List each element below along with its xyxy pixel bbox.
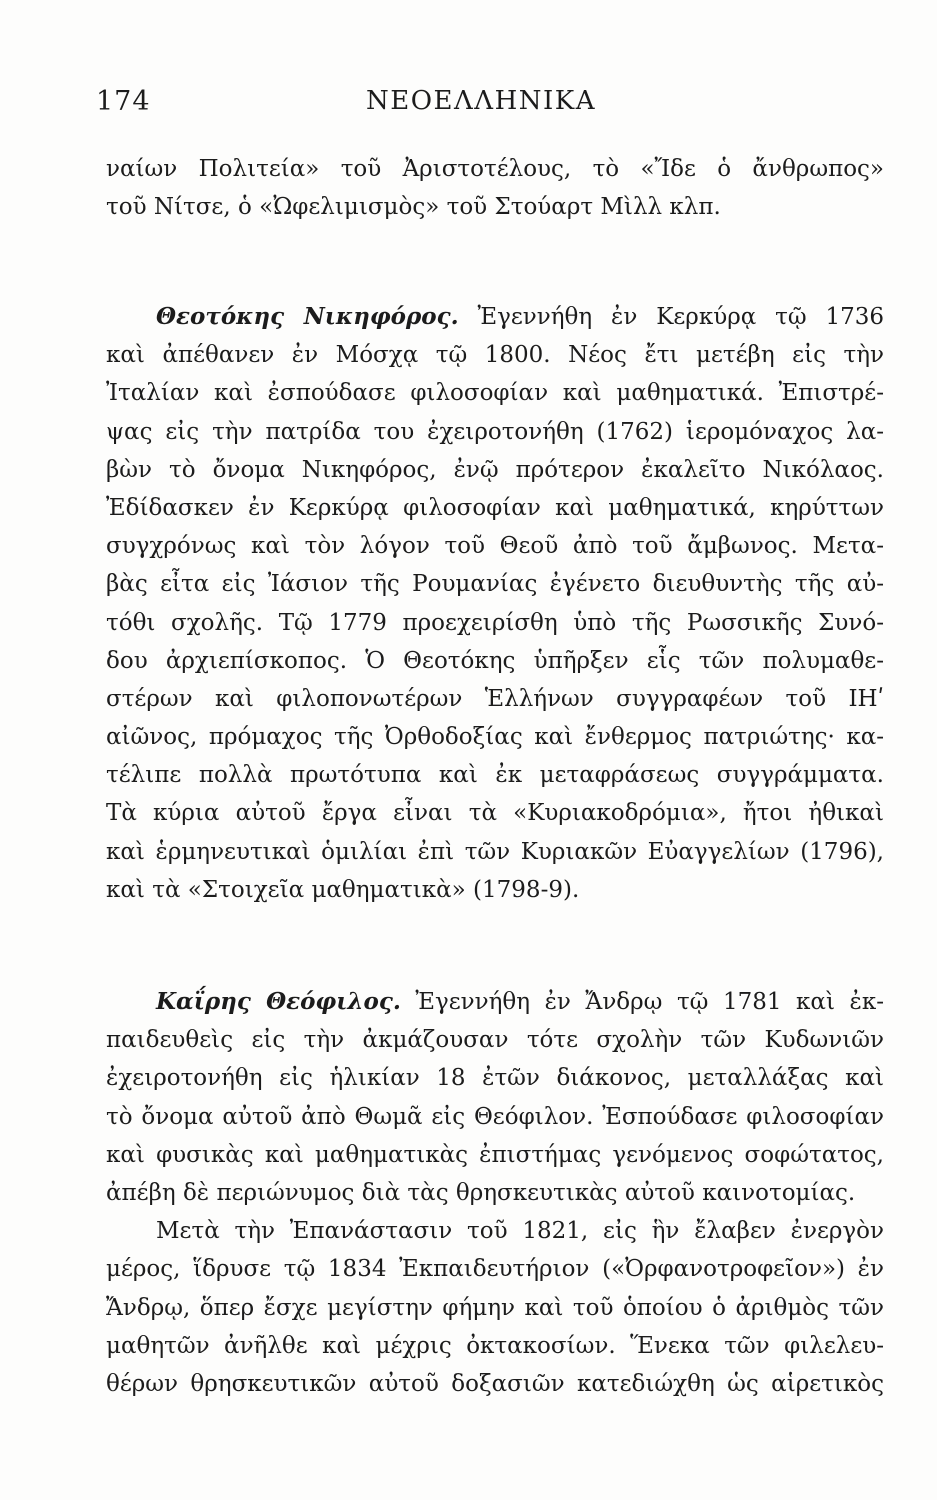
text-line: τοῦ Νίτσε, ὁ «Ὠφελιμισμὸς» τοῦ Στούαρτ Μὶλλ κλπ. bbox=[106, 194, 721, 221]
continuation-paragraph bbox=[106, 150, 884, 226]
text-line: ψας εἰς τὴν πατρίδα του ἐχειροτονήθη (1762) ἱερομόναχος λα- bbox=[106, 418, 884, 445]
text-line: μέρος, ἵδρυσε τῷ 1834 Ἐκπαιδευτήριον («Ὀρφανοτροφεῖον») ἐν bbox=[106, 1256, 884, 1283]
text-line: δου ἀρχιεπίσκοπος. Ὁ Θεοτόκης ὑπῆρξεν εἷς τῶν πολυμαθε- bbox=[106, 647, 884, 674]
text-line: παιδευθεὶς εἰς τὴν ἀκμάζουσαν τότε σχολὴν τῶν Κυδωνιῶν bbox=[106, 1027, 884, 1054]
text-line: βὰς εἶτα εἰς Ἰάσιον τῆς Ρουμανίας ἐγένετο διευθυντὴς τῆς αὐ- bbox=[106, 571, 884, 598]
entry-heading-theotokis: Θεοτόκης Νικηφόρος. bbox=[156, 303, 459, 330]
entry-kairis bbox=[106, 983, 884, 1403]
text-line: συγχρόνως καὶ τὸν λόγον τοῦ Θεοῦ ἀπὸ τοῦ ἄμβωνος. Μετα- bbox=[106, 533, 884, 560]
text-line: καὶ τὰ «Στοιχεῖα μαθηματικὰ» (1798-9). bbox=[106, 876, 580, 903]
page-number: 174 bbox=[96, 86, 151, 117]
text-line: Ἄνδρῳ, ὅπερ ἔσχε μεγίστην φήμην καὶ τοῦ ὁποίου ὁ ἀριθμὸς τῶν bbox=[106, 1294, 884, 1321]
text-line: καὶ ἑρμηνευτικαὶ ὁμιλίαι ἐπὶ τῶν Κυριακῶν Εὐαγγελίων (1796), bbox=[106, 838, 884, 865]
text-fragment: Ἐγεννήθη ἐν Κερκύρᾳ τῷ 1736 bbox=[458, 304, 884, 330]
text-line: τὸ ὄνομα αὐτοῦ ἀπὸ Θωμᾶ εἰς Θεόφιλον. Ἐσπούδασε φιλοσοφίαν bbox=[106, 1103, 884, 1130]
text-line: Τὰ κύρια αὐτοῦ ἔργα εἶναι τὰ «Κυριακοδρόμια», ἤτοι ἠθικαὶ bbox=[106, 800, 884, 827]
text-line: Μετὰ τὴν Ἐπανάστασιν τοῦ 1821, εἰς ἣν ἔλαβεν ἐνεργὸν bbox=[156, 1218, 884, 1245]
text-line: ναίων Πολιτεία» τοῦ Ἀριστοτέλους, τὸ «Ἴδε ὁ ἄνθρωπος» bbox=[106, 156, 884, 182]
text-line: ἐχειροτονήθη εἰς ἡλικίαν 18 ἐτῶν διάκονος, μεταλλάξας καὶ bbox=[106, 1065, 884, 1092]
text-line: Ἐδίδασκεν ἐν Κερκύρᾳ φιλοσοφίαν καὶ μαθηματικά, κηρύττων bbox=[106, 494, 884, 521]
page-header bbox=[96, 86, 875, 126]
text-line: βὼν τὸ ὄνομα Νικηφόρος, ἐνῷ πρότερον ἐκαλεῖτο Νικόλαος. bbox=[106, 456, 884, 483]
text-fragment: Ἐγεννήθη ἐν Ἄνδρῳ τῷ 1781 καὶ ἐκ- bbox=[400, 989, 884, 1015]
text-line: τέλιπε πολλὰ πρωτότυπα καὶ ἐκ μεταφράσεως συγγράμματα. bbox=[106, 762, 884, 789]
entry-heading-kairis: Καΐρης Θεόφιλος. bbox=[156, 988, 401, 1015]
entry-first-line bbox=[106, 983, 884, 1021]
text-line: μαθητῶν ἀνῆλθε καὶ μέχρις ὀκτακοσίων. Ἕνεκα τῶν φιλελευ- bbox=[106, 1332, 884, 1359]
entry-theotokis bbox=[106, 298, 884, 909]
text-line: Ἰταλίαν καὶ ἐσπούδασε φιλοσοφίαν καὶ μαθηματικά. Ἐπιστρέ- bbox=[106, 380, 884, 407]
text-line: θέρων θρησκευτικῶν αὐτοῦ δοξασιῶν κατεδιώχθη ὡς αἱρετικὸς bbox=[106, 1370, 884, 1397]
text-line: καὶ ἀπέθανεν ἐν Μόσχᾳ τῷ 1800. Νέος ἔτι μετέβη εἰς τὴν bbox=[106, 342, 884, 369]
text-line: ἀπέβη δὲ περιώνυμος διὰ τὰς θρησκευτικὰς αὐτοῦ καινοτομίας. bbox=[106, 1179, 856, 1206]
text-line: τόθι σχολῆς. Τῷ 1779 προεχειρίσθη ὑπὸ τῆς Ρωσσικῆς Συνό- bbox=[106, 609, 884, 636]
entry-first-line bbox=[106, 298, 884, 336]
text-line: στέρων καὶ φιλοπονωτέρων Ἑλλήνων συγγραφέων τοῦ ΙΗʹ bbox=[106, 685, 884, 712]
running-title: ΝΕΟΕΛΛΗΝΙΚΑ bbox=[366, 86, 596, 116]
text-line: αἰῶνος, πρόμαχος τῆς Ὀρθοδοξίας καὶ ἔνθερμος πατριώτης· κα- bbox=[106, 724, 884, 751]
text-line: καὶ φυσικὰς καὶ μαθηματικὰς ἐπιστήμας γενόμενος σοφώτατος, bbox=[106, 1141, 884, 1168]
